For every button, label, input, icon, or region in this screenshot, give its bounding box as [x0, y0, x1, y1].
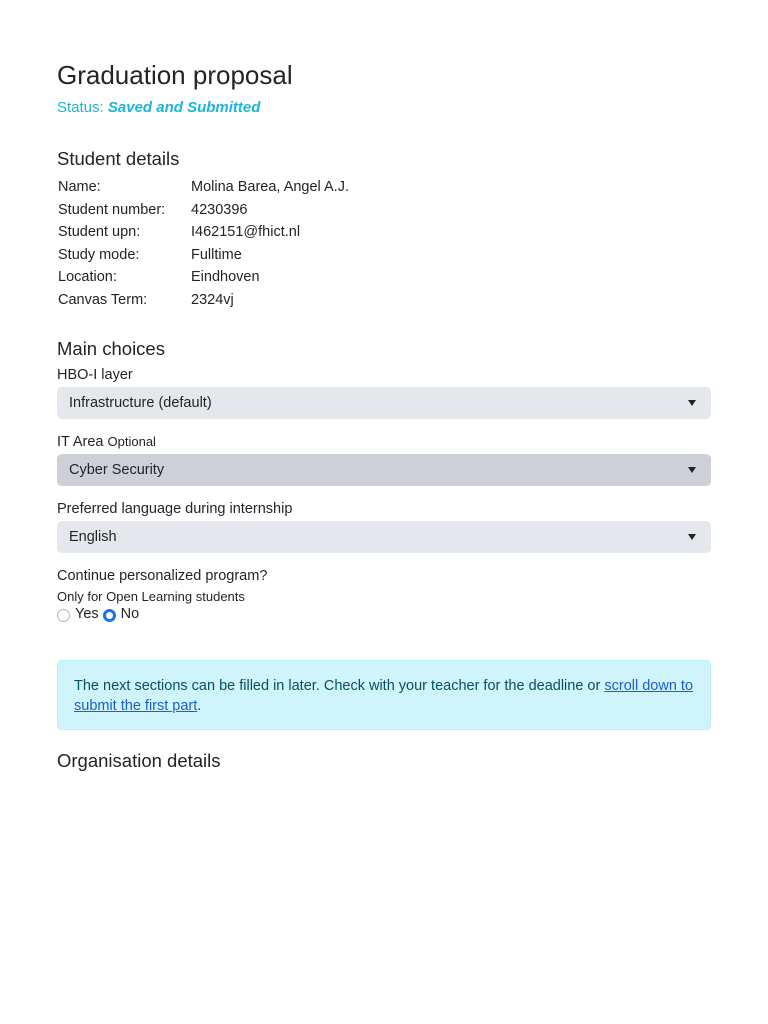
organisation-details-heading: Organisation details — [57, 750, 221, 771]
language-select[interactable] — [57, 521, 711, 553]
personalized-program-hint: Only for Open Learning students — [57, 589, 245, 604]
student-details-table — [58, 176, 349, 311]
caret-down-icon — [688, 467, 696, 473]
info-alert — [57, 660, 711, 730]
detail-label: Student upn: — [58, 224, 141, 241]
optional-tag: Optional — [107, 434, 156, 449]
detail-row-name — [58, 176, 349, 199]
status-value: Saved and Submitted — [107, 99, 261, 116]
radio-yes-label[interactable]: Yes — [75, 606, 99, 622]
detail-label: Location: — [58, 269, 117, 286]
personalized-program-question: Continue personalized program? — [57, 568, 268, 584]
personalized-program-radio-group — [57, 606, 143, 622]
status-label: Status: — [57, 99, 104, 116]
detail-value: Eindhoven — [191, 269, 260, 286]
hbo-layer-selected-value: Infrastructure (default) — [69, 395, 212, 411]
info-text-end: . — [197, 698, 202, 714]
detail-row-study-mode — [58, 244, 349, 267]
status-line — [57, 99, 260, 116]
info-text: The next sections can be filled in later. Check with your teacher for the deadline or — [74, 678, 605, 694]
detail-label: Name: — [58, 179, 101, 196]
it-area-selected-value: Cyber Security — [69, 462, 165, 478]
main-choices-heading: Main choices — [57, 338, 165, 359]
detail-value: Molina Barea, Angel A.J. — [191, 179, 349, 196]
detail-row-student-upn — [58, 221, 349, 244]
detail-value: Fulltime — [191, 246, 242, 263]
detail-row-canvas-term — [58, 289, 349, 312]
it-area-select[interactable] — [57, 454, 711, 486]
scroll-down-link[interactable]: scroll down to submit the first part — [74, 678, 694, 714]
detail-label: Canvas Term: — [58, 291, 148, 308]
page-title: Graduation proposal — [57, 60, 293, 90]
it-area-label — [57, 434, 156, 450]
detail-label: Study mode: — [58, 246, 140, 263]
detail-row-location — [58, 266, 349, 289]
radio-yes[interactable] — [57, 609, 70, 622]
it-area-label-text: IT Area — [57, 434, 104, 450]
radio-no-label[interactable]: No — [120, 606, 140, 622]
student-details-heading: Student details — [57, 148, 180, 169]
language-selected-value: English — [69, 529, 117, 545]
detail-value: I462151@fhict.nl — [191, 224, 301, 241]
detail-value: 2324vj — [191, 291, 234, 308]
hbo-layer-label: HBO-I layer — [57, 367, 133, 383]
detail-value: 4230396 — [191, 201, 248, 218]
caret-down-icon — [688, 400, 696, 406]
hbo-layer-select[interactable] — [57, 387, 711, 419]
radio-no[interactable] — [103, 609, 116, 622]
caret-down-icon — [688, 534, 696, 540]
language-label: Preferred language during internship — [57, 501, 293, 517]
detail-row-student-number — [58, 199, 349, 222]
detail-label: Student number: — [58, 201, 166, 218]
